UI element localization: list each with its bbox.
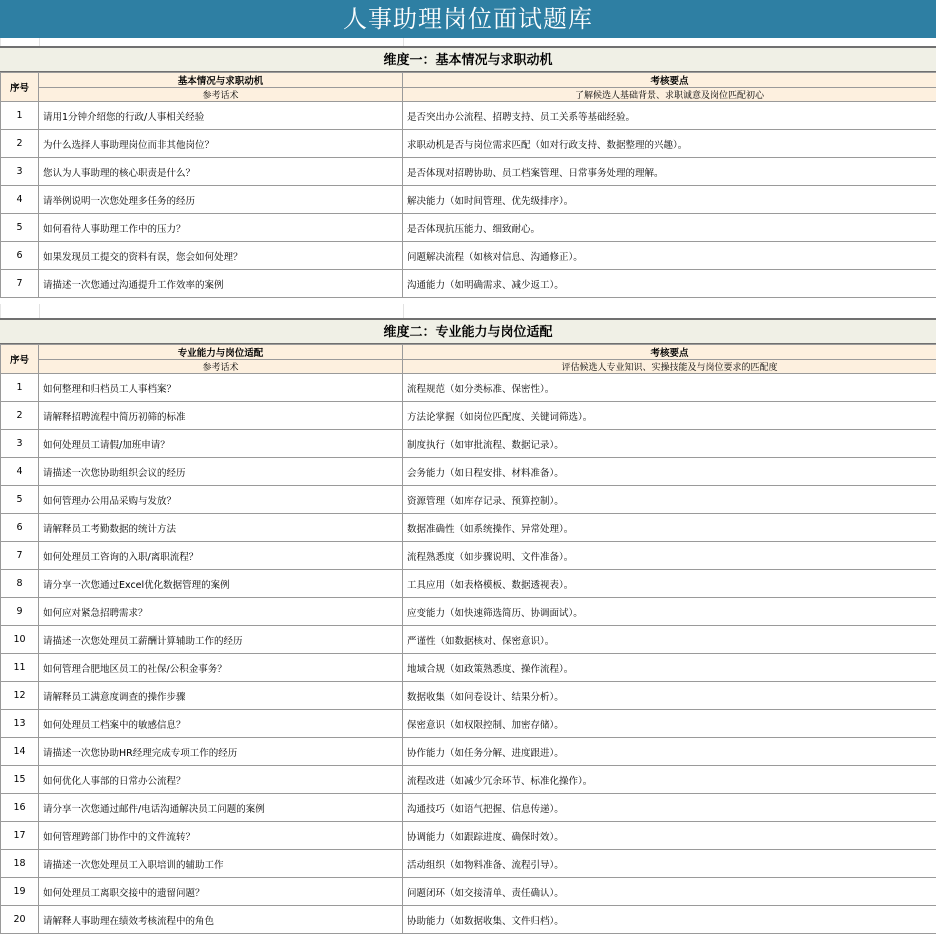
row-number: 12 [1,682,39,710]
question-text: 如何优化人事部的日常办公流程？ [39,766,403,794]
grid-line [403,304,404,318]
question-text: 如何看待人事助理工作中的压力？ [39,214,403,242]
question-text: 如何处理员工咨询的入职/离职流程？ [39,542,403,570]
table-row [1,514,936,542]
row-number: 2 [1,402,39,430]
assessment-point: 活动组织（如物料准备、流程引导）。 [403,850,936,878]
row-number: 11 [1,654,39,682]
assessment-point: 工具应用（如表格模板、数据透视表）。 [403,570,936,598]
grid-line [39,304,40,318]
row-number: 19 [1,878,39,906]
assessment-point: 沟通能力（如明确需求、减少返工）。 [403,270,936,298]
question-text: 如何管理办公用品采购与发放？ [39,486,403,514]
row-number: 10 [1,626,39,654]
assessment-point: 是否突出办公流程、招聘支持、员工关系等基础经验。 [403,102,936,130]
question-table [0,72,936,298]
question-header: 基本情况与求职动机 [39,73,403,88]
row-number: 7 [1,270,39,298]
row-number: 20 [1,906,39,934]
assessment-point: 协作能力（如任务分解、进度跟进）。 [403,738,936,766]
table-row [1,766,936,794]
table-row [1,214,936,242]
table-row [1,906,936,934]
table-row [1,486,936,514]
question-text: 请描述一次您协助组织会议的经历 [39,458,403,486]
table-row [1,542,936,570]
question-text: 请解释员工满意度调查的操作步骤 [39,682,403,710]
seq-header: 序号 [1,73,39,102]
table-row [1,430,936,458]
question-text: 请用1分钟介绍您的行政/人事相关经验 [39,102,403,130]
seq-header: 序号 [1,345,39,374]
question-text: 如何处理员工档案中的敏感信息？ [39,710,403,738]
row-number: 6 [1,514,39,542]
row-number: 5 [1,486,39,514]
question-text: 请描述一次您处理员工薪酬计算辅助工作的经历 [39,626,403,654]
question-text: 请描述一次您通过沟通提升工作效率的案例 [39,270,403,298]
row-number: 9 [1,598,39,626]
grid-line [39,38,40,46]
assessment-point: 流程改进（如减少冗余环节、标准化操作）。 [403,766,936,794]
question-table [0,344,936,934]
question-subheader: 参考话术 [39,88,403,102]
question-text: 如何整理和归档员工人事档案？ [39,374,403,402]
point-header: 考核要点 [403,73,936,88]
question-text: 请解释招聘流程中简历初筛的标准 [39,402,403,430]
assessment-point: 协助能力（如数据收集、文件归档）。 [403,906,936,934]
table-row [1,710,936,738]
assessment-point: 流程规范（如分类标准、保密性）。 [403,374,936,402]
question-text: 请分享一次您通过Excel优化数据管理的案例 [39,570,403,598]
row-number: 6 [1,242,39,270]
point-subheader: 了解候选人基础背景、求职诚意及岗位匹配初心 [403,88,936,102]
assessment-point: 流程熟悉度（如步骤说明、文件准备）。 [403,542,936,570]
dimension-title: 维度一：基本情况与求职动机 [0,46,936,72]
table-row [1,402,936,430]
table-row [1,242,936,270]
assessment-point: 沟通技巧（如语气把握、信息传递）。 [403,794,936,822]
assessment-point: 数据收集（如问卷设计、结果分析）。 [403,682,936,710]
row-number: 14 [1,738,39,766]
question-text: 为什么选择人事助理岗位而非其他岗位？ [39,130,403,158]
row-number: 3 [1,158,39,186]
assessment-point: 方法论掌握（如岗位匹配度、关键词筛选）。 [403,402,936,430]
row-number: 17 [1,822,39,850]
question-text: 如何应对紧急招聘需求？ [39,598,403,626]
assessment-point: 问题解决流程（如核对信息、沟通修正）。 [403,242,936,270]
table-row [1,682,936,710]
row-number: 15 [1,766,39,794]
row-number: 1 [1,374,39,402]
table-row [1,626,936,654]
table-row [1,130,936,158]
table-row [1,186,936,214]
question-header: 专业能力与岗位适配 [39,345,403,360]
assessment-point: 资源管理（如库存记录、预算控制）。 [403,486,936,514]
question-text: 请分享一次您通过邮件/电话沟通解决员工问题的案例 [39,794,403,822]
assessment-point: 是否体现对招聘协助、员工档案管理、日常事务处理的理解。 [403,158,936,186]
assessment-point: 会务能力（如日程安排、材料准备）。 [403,458,936,486]
assessment-point: 数据准确性（如系统操作、异常处理）。 [403,514,936,542]
question-text: 如何处理员工离职交接中的遗留问题？ [39,878,403,906]
assessment-point: 地域合规（如政策熟悉度、操作流程）。 [403,654,936,682]
question-text: 如何处理员工请假/加班申请？ [39,430,403,458]
spacer-row [0,304,936,318]
table-row [1,102,936,130]
row-number: 3 [1,430,39,458]
section-dimension-1 [0,46,936,298]
question-text: 您认为人事助理的核心职责是什么？ [39,158,403,186]
assessment-point: 应变能力（如快速筛选简历、协调面试）。 [403,598,936,626]
question-text: 请举例说明一次您处理多任务的经历 [39,186,403,214]
subheader-row [1,88,936,102]
spacer-row [0,38,936,46]
question-text: 请解释人事助理在绩效考核流程中的角色 [39,906,403,934]
table-row [1,822,936,850]
row-number: 4 [1,458,39,486]
assessment-point: 制度执行（如审批流程、数据记录）。 [403,430,936,458]
question-text: 如果发现员工提交的资料有误，您会如何处理？ [39,242,403,270]
row-number: 1 [1,102,39,130]
question-text: 如何管理合肥地区员工的社保/公积金事务？ [39,654,403,682]
assessment-point: 求职动机是否与岗位需求匹配（如对行政支持、数据整理的兴趣）。 [403,130,936,158]
table-row [1,794,936,822]
point-subheader: 评估候选人专业知识、实操技能及与岗位要求的匹配度 [403,360,936,374]
header-row [1,345,936,360]
table-row [1,570,936,598]
table-row [1,738,936,766]
question-text: 请描述一次您协助HR经理完成专项工作的经历 [39,738,403,766]
table-row [1,598,936,626]
row-number: 7 [1,542,39,570]
header-row [1,73,936,88]
table-row [1,374,936,402]
assessment-point: 保密意识（如权限控制、加密存储）。 [403,710,936,738]
question-text: 如何管理跨部门协作中的文件流转？ [39,822,403,850]
assessment-point: 严谨性（如数据核对、保密意识）。 [403,626,936,654]
table-row [1,878,936,906]
assessment-point: 是否体现抗压能力、细致耐心。 [403,214,936,242]
row-number: 2 [1,130,39,158]
table-row [1,458,936,486]
page-title: 人事助理岗位面试题库 [0,0,936,38]
grid-line [403,38,404,46]
row-number: 16 [1,794,39,822]
subheader-row [1,360,936,374]
question-subheader: 参考话术 [39,360,403,374]
question-text: 请解释员工考勤数据的统计方法 [39,514,403,542]
table-row [1,270,936,298]
row-number: 8 [1,570,39,598]
row-number: 18 [1,850,39,878]
assessment-point: 解决能力（如时间管理、优先级排序）。 [403,186,936,214]
assessment-point: 问题闭环（如交接清单、责任确认）。 [403,878,936,906]
row-number: 4 [1,186,39,214]
dimension-title: 维度二：专业能力与岗位适配 [0,318,936,344]
table-row [1,654,936,682]
row-number: 5 [1,214,39,242]
point-header: 考核要点 [403,345,936,360]
table-row [1,850,936,878]
section-dimension-2 [0,318,936,934]
question-text: 请描述一次您处理员工入职培训的辅助工作 [39,850,403,878]
row-number: 13 [1,710,39,738]
assessment-point: 协调能力（如跟踪进度、确保时效）。 [403,822,936,850]
table-row [1,158,936,186]
